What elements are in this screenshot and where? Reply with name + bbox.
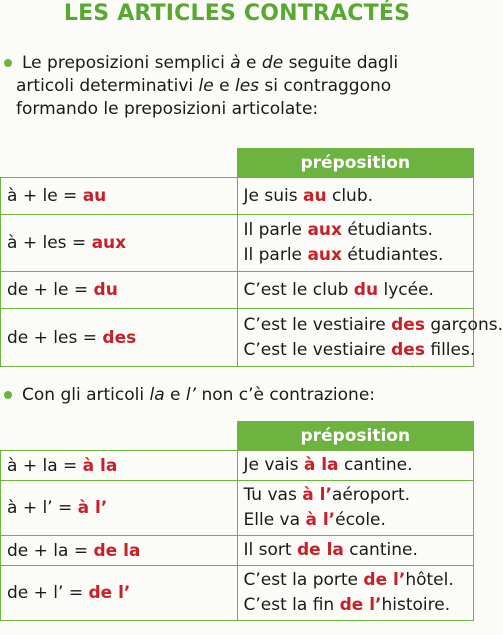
text: Je vais [243, 455, 304, 475]
bullet-icon [4, 59, 12, 67]
intro-paragraph [4, 52, 470, 121]
highlight: de la [296, 540, 344, 560]
text: si contraggono [259, 76, 392, 96]
italic-term: à [230, 53, 241, 73]
table-row [1, 272, 474, 309]
text: filles. [424, 339, 476, 360]
highlight: aux [307, 245, 342, 265]
text: e [164, 385, 186, 405]
table-row [1, 566, 474, 621]
rule-cell [1, 215, 238, 272]
table-row [1, 451, 474, 481]
italic-term: de [261, 53, 284, 73]
italic-term: les [234, 76, 260, 96]
text: seguite dagli [283, 53, 399, 73]
contracted-form: des [102, 327, 137, 348]
text: hôtel. [405, 570, 454, 590]
rule-cell [1, 481, 238, 536]
italic-term: le [198, 76, 214, 96]
intro-line-1 [4, 52, 470, 75]
highlight: du [353, 279, 379, 300]
contraction-table [0, 148, 503, 367]
table-header: préposition [237, 422, 474, 451]
example-cell [237, 272, 474, 309]
table-row [1, 178, 474, 215]
table-row [1, 215, 474, 272]
example-cell [237, 178, 474, 215]
text: Tu vas [243, 485, 303, 505]
text: non c’è contrazione: [196, 385, 376, 405]
text: garçons. [424, 314, 503, 335]
rule-text: à + la = [7, 455, 83, 476]
text: étudiants. [341, 220, 433, 240]
example-cell [237, 481, 474, 536]
rule-cell [1, 536, 238, 566]
italic-term: la [149, 385, 165, 405]
text: e [213, 76, 235, 96]
highlight: de l’ [363, 570, 406, 590]
text: Il parle [243, 220, 308, 240]
example-cell [237, 536, 474, 566]
highlight: de l’ [339, 595, 382, 615]
rule-text: à + le = [7, 186, 83, 206]
contracted-form: aux [91, 233, 127, 253]
highlight: à l’ [302, 485, 332, 505]
contracted-form: à l’ [77, 498, 108, 518]
text: C’est le vestiaire [243, 314, 392, 335]
example-cell [237, 309, 503, 367]
text: lycée. [378, 279, 434, 300]
text: cantine. [338, 455, 413, 475]
rule-text: à + les = [7, 233, 92, 253]
non-contraction-table [0, 421, 474, 621]
text: histoire. [381, 595, 451, 615]
rule-cell [1, 309, 238, 367]
contracted-form: du [93, 280, 118, 300]
intro-line-2 [4, 75, 470, 98]
example-cell [237, 215, 474, 272]
rule-text: à + l’ = [7, 498, 78, 518]
highlight: au [303, 185, 327, 206]
highlight: des [391, 339, 425, 360]
text: étudiantes. [341, 245, 444, 265]
table-row [1, 536, 474, 566]
rule-text: de + le = [7, 280, 94, 300]
italic-term: l’ [185, 385, 197, 405]
text: Le preposizioni semplici [22, 53, 231, 73]
text: cantine. [343, 540, 418, 560]
intro-paragraph-2 [4, 384, 470, 407]
table-row [1, 309, 474, 367]
highlight: aux [307, 220, 342, 240]
page-title: LES ARTICLES CONTRACTÉS [63, 1, 411, 26]
contracted-form: de la [93, 540, 141, 561]
text: Con gli articoli [22, 385, 150, 405]
intro-line-3: formando le preposizioni articolate: [16, 99, 319, 119]
table-row [1, 481, 474, 536]
rule-text: de + la = [7, 540, 94, 561]
text: aéroport. [331, 485, 411, 505]
example-cell [237, 566, 474, 621]
header-blank [1, 422, 238, 451]
rule-cell [1, 178, 238, 215]
example-cell [237, 451, 474, 481]
text: Il parle [243, 245, 308, 265]
text: C’est le club [243, 279, 354, 300]
table-header: préposition [237, 149, 474, 178]
rule-text: de + l’ = [7, 583, 89, 603]
text: Je suis [243, 185, 303, 206]
text: école. [335, 510, 386, 530]
rule-cell [1, 451, 238, 481]
contracted-form: de l’ [88, 583, 131, 603]
bullet-icon [4, 391, 12, 399]
text: Elle va [243, 510, 306, 530]
rule-text: de + les = [7, 327, 103, 348]
text: Il sort [243, 540, 297, 560]
highlight: des [391, 314, 425, 335]
text: C’est le vestiaire [243, 339, 392, 360]
header-blank [1, 149, 238, 178]
text: C’est la fin [243, 595, 340, 615]
rule-cell [1, 566, 238, 621]
text: e [240, 53, 262, 73]
text: C’est la porte [243, 570, 364, 590]
contracted-form: au [82, 186, 107, 206]
text: articoli determinativi [16, 76, 199, 96]
highlight: à la [303, 455, 339, 475]
rule-cell [1, 272, 238, 309]
intro2-line [4, 384, 470, 407]
text: club. [326, 185, 374, 206]
highlight: à l’ [305, 510, 336, 530]
contracted-form: à la [82, 455, 118, 476]
